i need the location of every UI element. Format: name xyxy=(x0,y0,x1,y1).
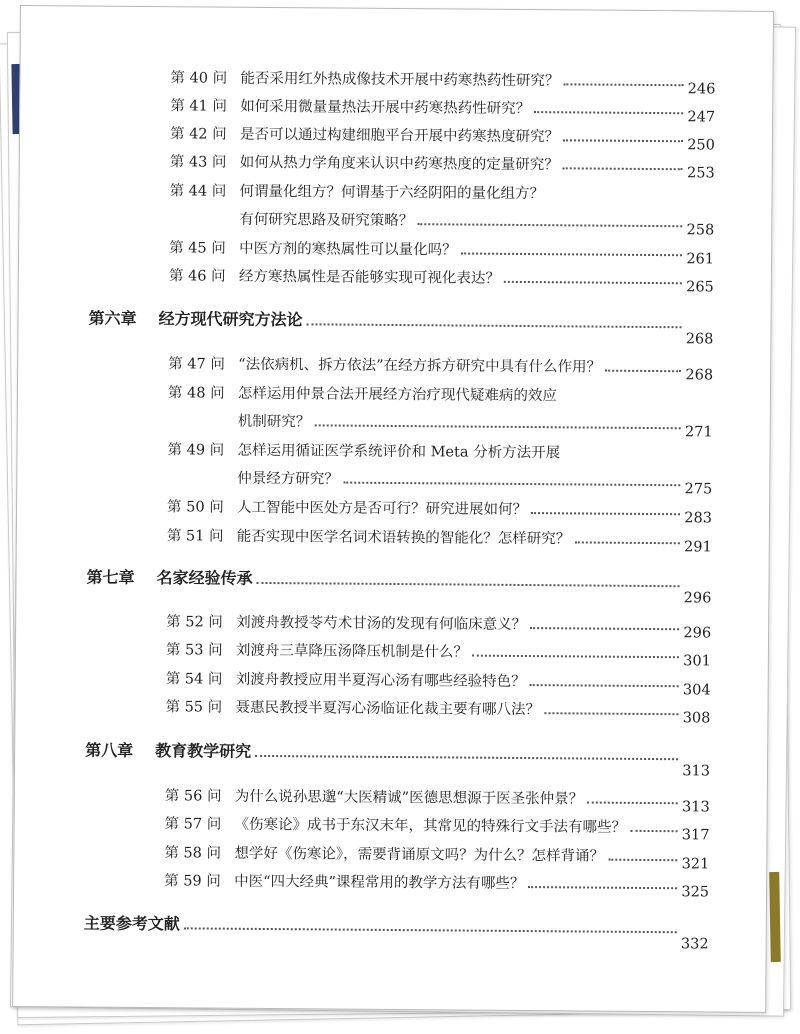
question-text: 能否实现中医学名词术语转换的智能化？怎样研究？ xyxy=(236,528,571,548)
question-entry[interactable] xyxy=(164,870,709,902)
leader-dots xyxy=(563,139,683,142)
question-number: 第 46 问 xyxy=(168,268,226,285)
leader-dots xyxy=(461,253,683,257)
question-text: 《伤寒论》成书于东汉末年，其常见的特殊行文手法有哪些？ xyxy=(234,816,627,836)
chapter-number: 第七章 xyxy=(86,567,135,587)
references-entry[interactable] xyxy=(83,913,709,953)
question-number: 第 52 问 xyxy=(166,614,223,631)
question-entry[interactable] xyxy=(166,639,711,671)
question-text: 刘渡舟教授应用半夏泻心汤有哪些经验特色？ xyxy=(235,671,526,691)
question-number: 第 51 问 xyxy=(166,528,224,545)
question-number: 第 45 问 xyxy=(169,240,226,257)
page-number: 268 xyxy=(685,367,714,384)
leader-dots xyxy=(574,541,680,544)
question-text: 能否采用红外热成像技术开展中药寒热药性研究？ xyxy=(240,70,560,90)
question-continuation xyxy=(168,410,713,442)
page-number: 313 xyxy=(682,763,711,780)
question-number: 第 48 问 xyxy=(167,385,225,402)
table-of-contents xyxy=(13,6,773,1012)
leader-dots xyxy=(184,927,677,933)
chapter-title: 名家经验传承 xyxy=(156,568,253,588)
page-number: 321 xyxy=(681,856,710,873)
page-number: 283 xyxy=(684,510,713,527)
question-number: 第 53 问 xyxy=(165,642,223,659)
question-text: 想学好《伤寒论》，需要背诵原文吗？为什么？怎样背诵？ xyxy=(234,845,605,865)
question-text: 如何采用微量量热法开展中药寒热药性研究？ xyxy=(240,98,531,118)
question-entry[interactable] xyxy=(167,496,712,528)
page-number: 258 xyxy=(686,222,715,239)
question-text: 怎样运用循证医学系统评价和 Meta 分析方法开展 xyxy=(237,442,561,462)
chapter-entry[interactable] xyxy=(88,308,714,348)
question-text: 中医“四大经典”课程常用的教学方法有哪些？ xyxy=(234,873,525,893)
page-number: 271 xyxy=(684,424,713,441)
question-entry[interactable] xyxy=(164,813,709,845)
question-number: 第 43 问 xyxy=(169,154,227,171)
question-text: 如何从热力学角度来认识中药寒热度的定量研究？ xyxy=(239,154,559,174)
question-entry[interactable] xyxy=(168,353,713,385)
leader-dots xyxy=(563,167,683,170)
question-text: 人工智能中医处方是否可行？研究进展如何？ xyxy=(237,499,528,519)
chapter-number: 第八章 xyxy=(85,740,134,760)
question-number: 第 47 问 xyxy=(168,356,225,373)
question-entry[interactable] xyxy=(170,151,715,183)
question-text: “法依病机、拆方依法”在经方拆方研究中具有什么作用？ xyxy=(238,356,602,376)
question-number: 第 58 问 xyxy=(164,845,222,862)
page-number: 313 xyxy=(681,799,710,816)
question-number: 第 40 问 xyxy=(170,70,228,87)
leader-dots xyxy=(531,512,680,515)
chapter-title: 教育教学研究 xyxy=(155,741,252,761)
question-text-continuation: 仲景经方研究？ xyxy=(237,470,339,488)
question-number: 第 56 问 xyxy=(164,788,222,805)
chapter-entry[interactable] xyxy=(86,567,712,607)
chapter-number: 第六章 xyxy=(88,308,137,328)
leader-dots xyxy=(343,482,681,487)
leader-dots xyxy=(534,111,683,114)
page-number: 261 xyxy=(686,251,715,268)
question-text: 怎样运用仲景合法开展经方治疗现代疑难病的效应 xyxy=(237,385,558,405)
leader-dots xyxy=(255,755,678,760)
cover-edge-olive xyxy=(769,872,781,962)
leader-dots xyxy=(530,627,679,630)
leader-dots xyxy=(504,281,682,284)
leader-dots xyxy=(563,83,683,86)
question-entry[interactable] xyxy=(169,265,714,297)
leader-dots xyxy=(608,859,677,862)
question-text: 刘渡舟教授苓芍术甘汤的发现有何临床意义？ xyxy=(236,614,527,634)
question-continuation xyxy=(169,208,714,240)
question-entry[interactable] xyxy=(167,525,712,557)
page-number: 268 xyxy=(685,331,714,348)
page-number: 317 xyxy=(681,827,710,844)
page-number: 291 xyxy=(684,539,712,556)
chapter-title: 经方现代研究方法论 xyxy=(158,309,303,330)
question-number: 第 44 问 xyxy=(169,183,227,200)
page-number: 296 xyxy=(683,625,712,642)
page-number: 301 xyxy=(683,653,711,670)
question-continuation xyxy=(167,467,712,499)
question-number: 第 41 问 xyxy=(170,98,227,115)
leader-dots xyxy=(528,886,677,889)
page-number: 325 xyxy=(681,884,710,901)
page-number: 250 xyxy=(687,137,715,154)
page-number: 275 xyxy=(684,481,713,498)
question-number: 第 50 问 xyxy=(167,499,224,516)
page-number: 247 xyxy=(687,109,716,126)
question-number: 第 49 问 xyxy=(167,442,225,459)
question-number: 第 54 问 xyxy=(165,671,223,688)
question-number: 第 42 问 xyxy=(169,126,227,143)
question-text: 中医方剂的寒热属性可以量化吗？ xyxy=(239,240,457,259)
page-number: 253 xyxy=(686,165,715,182)
leader-dots xyxy=(544,712,679,715)
question-text: 是否可以通过构建细胞平台开展中药寒热度研究？ xyxy=(239,126,560,146)
question-text-continuation: 机制研究？ xyxy=(237,413,311,431)
question-text: 聂惠民教授半夏泻心汤临证化裁主要有哪八法？ xyxy=(235,699,541,719)
question-text: 经方寒热属性是否能够实现可视化表达？ xyxy=(238,268,500,287)
leader-dots xyxy=(417,223,682,227)
leader-dots xyxy=(472,655,679,659)
leader-dots xyxy=(314,424,681,429)
leader-dots xyxy=(630,830,678,832)
toc-page xyxy=(12,5,774,1013)
leader-dots xyxy=(307,323,682,328)
page-number: 246 xyxy=(687,81,716,98)
question-number: 第 59 问 xyxy=(164,873,221,890)
question-text: 何谓量化组方？何谓基于六经阴阳的量化组方？ xyxy=(239,183,545,203)
leader-dots xyxy=(587,802,678,805)
question-number: 第 55 问 xyxy=(165,699,223,716)
leader-dots xyxy=(256,582,679,587)
references-title: 主要参考文献 xyxy=(83,913,180,934)
page-number: 308 xyxy=(682,710,711,727)
page-number: 265 xyxy=(686,279,714,296)
question-text: 为什么说孙思邈“大医精诚”医德思想源于医圣张仲景？ xyxy=(234,788,584,808)
question-text: 刘渡舟三草降压汤降压机制是什么？ xyxy=(235,642,469,661)
leader-dots xyxy=(530,684,679,687)
question-entry[interactable] xyxy=(165,696,710,728)
page-number: 296 xyxy=(683,590,712,607)
question-number: 第 57 问 xyxy=(164,816,222,833)
page-number: 304 xyxy=(682,682,711,699)
chapter-entry[interactable] xyxy=(85,740,711,780)
leader-dots xyxy=(605,370,681,373)
question-text-continuation: 有何研究思路及研究策略？ xyxy=(239,211,414,230)
page-number: 332 xyxy=(680,936,709,953)
